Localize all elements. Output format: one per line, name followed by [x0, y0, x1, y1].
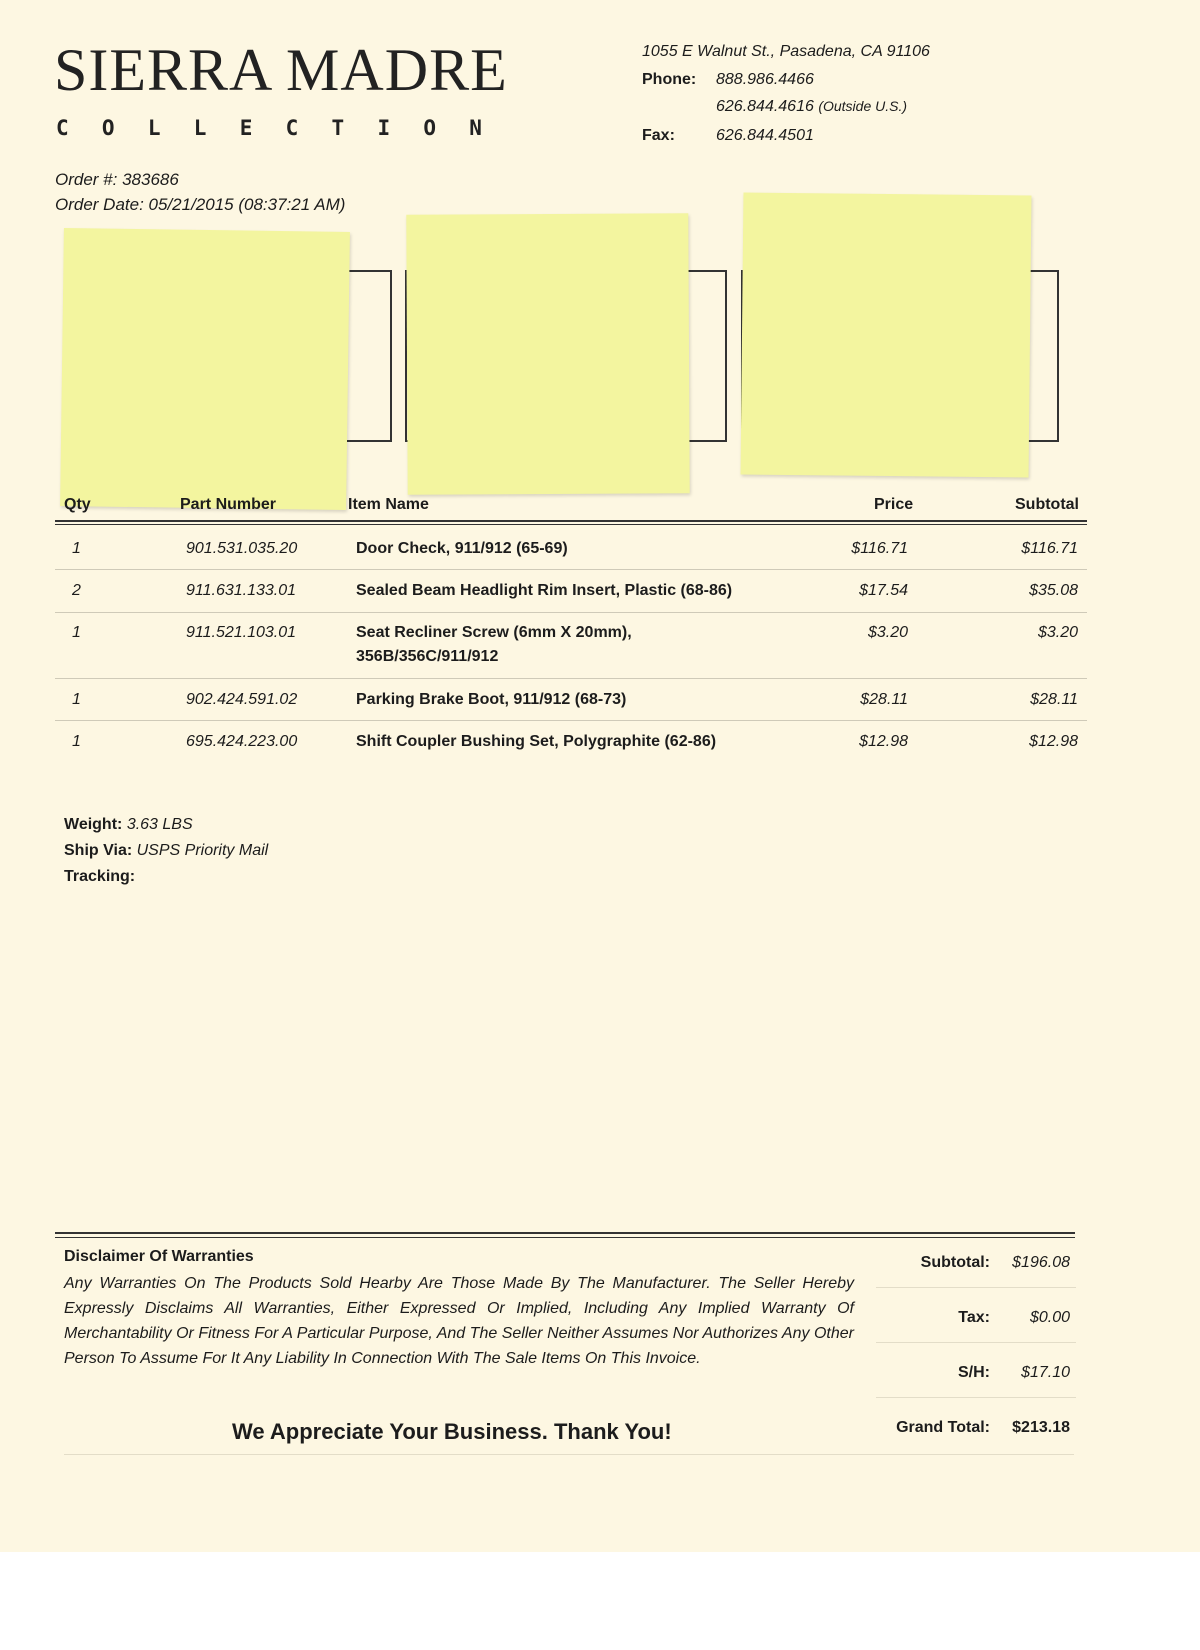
- cell-price: $116.71: [851, 540, 908, 557]
- cell-part-number: 902.424.591.02: [186, 691, 298, 708]
- order-date-label: Order Date:: [55, 195, 144, 214]
- row-divider: [55, 720, 1087, 721]
- cell-subtotal: $116.71: [1021, 540, 1078, 557]
- sticky-note-redaction: [406, 213, 689, 494]
- phone-number: 888.986.4466: [716, 71, 814, 88]
- column-header-qty: Qty: [64, 496, 91, 513]
- disclaimer-text: Any Warranties On The Products Sold Hearby Are Those Made By The Manufacturer. The Seller Hereby Expressly Disclaims All Warranties, Either Expressed Or Implied, Including Any Implied Warranty Of Merchantability Or Fitness For A Particular Purpose, And The Seller Neither Assumes Nor Authorizes Any Other Person To Assume For It Any Liability In Connection With The Sale Items On This Invoice.: [64, 1275, 854, 1367]
- cell-subtotal: $12.98: [1029, 733, 1078, 750]
- column-header-item-name: Item Name: [348, 496, 429, 513]
- totals-tax-value: $0.00: [1029, 1309, 1070, 1326]
- column-header-price: Price: [874, 496, 914, 513]
- totals-divider: [876, 1287, 1076, 1288]
- row-divider: [55, 678, 1087, 679]
- totals-divider: [876, 1342, 1076, 1343]
- phone-outside-value: 626.844.4616: [716, 98, 814, 115]
- cell-subtotal: $3.20: [1037, 624, 1078, 641]
- phone-outside-number: [716, 96, 907, 117]
- tracking-label: Tracking:: [64, 868, 136, 885]
- cell-price: $3.20: [867, 624, 908, 641]
- company-logo: SIERRA MADRE: [54, 37, 508, 103]
- cell-price: $28.11: [860, 691, 908, 708]
- cell-item-name: Parking Brake Boot, 911/912 (68-73): [356, 691, 627, 708]
- row-divider: [55, 612, 1087, 613]
- column-header-subtotal: Subtotal: [1015, 496, 1079, 513]
- footer-bottom-divider: [64, 1454, 1074, 1455]
- disclaimer-title: Disclaimer Of Warranties: [64, 1248, 254, 1265]
- order-number: [55, 170, 179, 190]
- cell-part-number: 695.424.223.00: [186, 733, 298, 750]
- order-number-label: Order #:: [55, 170, 118, 189]
- totals-divider: [876, 1397, 1076, 1398]
- cell-price: $17.54: [859, 582, 908, 599]
- ship-via-label: Ship Via:: [64, 842, 133, 859]
- totals-sh-label: S/H:: [958, 1364, 990, 1381]
- company-logo-tagline: C O L L E C T I O N: [56, 116, 482, 140]
- column-header-part-number: Part Number: [180, 496, 277, 513]
- cell-subtotal: $35.08: [1029, 582, 1078, 599]
- footer-divider: [55, 1237, 1075, 1238]
- fax-label: Fax:: [642, 127, 675, 144]
- totals-tax-label: Tax:: [958, 1309, 990, 1326]
- cell-qty: 1: [72, 624, 81, 641]
- row-divider: [55, 569, 1087, 570]
- cell-item-name: Seat Recliner Screw (6mm X 20mm),: [356, 624, 632, 641]
- weight-value: 3.63 LBS: [126, 816, 193, 833]
- cell-subtotal: $28.11: [1030, 691, 1078, 708]
- shipping-weight: [64, 816, 193, 834]
- footer-divider: [55, 1232, 1075, 1234]
- cell-part-number: 911.631.133.01: [186, 582, 297, 599]
- cell-qty: 2: [72, 582, 81, 599]
- company-address: 1055 E Walnut St., Pasadena, CA 91106: [642, 43, 930, 60]
- cell-qty: 1: [72, 540, 81, 557]
- shipping-method: [64, 842, 268, 860]
- fax-number: 626.844.4501: [716, 127, 814, 144]
- phone-label: Phone:: [642, 71, 697, 88]
- phone-outside-note: (Outside U.S.): [818, 98, 908, 114]
- cell-price: $12.98: [859, 733, 908, 750]
- totals-grand-value: $213.18: [1012, 1419, 1070, 1436]
- ship-via-value: USPS Priority Mail: [136, 842, 269, 859]
- cell-item-name: Shift Coupler Bushing Set, Polygraphite (62-86): [356, 733, 717, 750]
- cell-item-name-continued: 356B/356C/911/912: [356, 648, 499, 665]
- header-divider: [55, 524, 1087, 525]
- totals-sh-value: $17.10: [1021, 1364, 1070, 1381]
- weight-label: Weight:: [64, 816, 123, 833]
- order-date: [55, 195, 345, 215]
- cell-part-number: 911.521.103.01: [186, 624, 297, 641]
- thank-you-message: We Appreciate Your Business. Thank You!: [232, 1419, 672, 1444]
- cell-part-number: 901.531.035.20: [186, 540, 298, 557]
- totals-grand-label: Grand Total:: [896, 1419, 990, 1436]
- sticky-note-redaction: [60, 228, 350, 510]
- totals-subtotal-value: $196.08: [1012, 1254, 1070, 1271]
- cell-item-name: Sealed Beam Headlight Rim Insert, Plastic (68-86): [356, 582, 733, 599]
- cell-qty: 1: [72, 691, 81, 708]
- order-date-value: 05/21/2015 (08:37:21 AM): [148, 195, 346, 214]
- cell-qty: 1: [72, 733, 81, 750]
- header-divider: [55, 520, 1087, 522]
- order-number-value: 383686: [122, 170, 179, 189]
- sticky-note-redaction: [741, 192, 1032, 477]
- cell-item-name: Door Check, 911/912 (65-69): [356, 540, 568, 557]
- totals-subtotal-label: Subtotal:: [920, 1254, 990, 1271]
